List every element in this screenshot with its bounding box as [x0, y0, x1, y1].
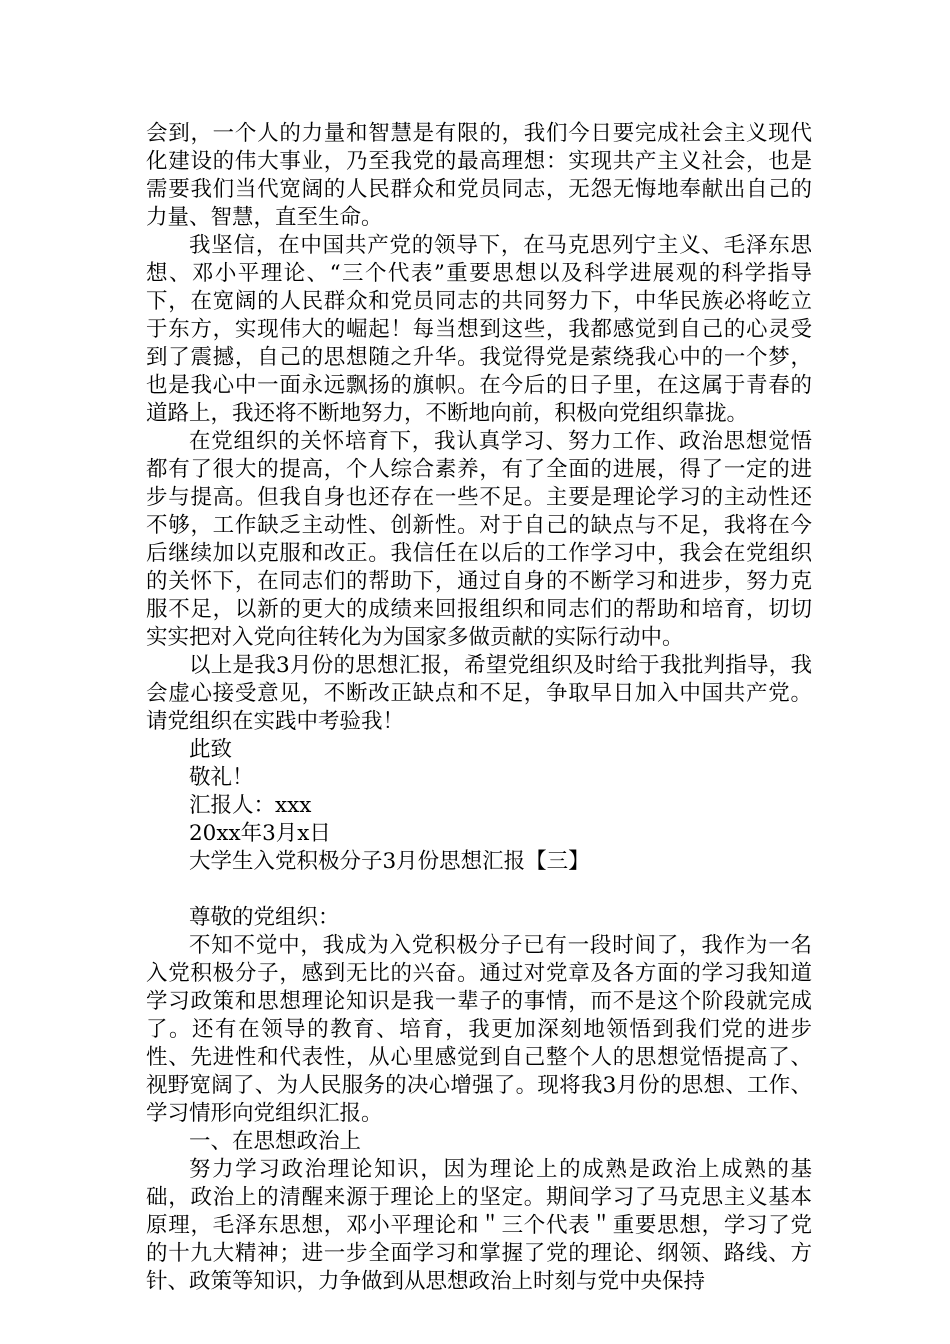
section-title: 大学生入党积极分子3月份思想汇报【三】 — [189, 849, 590, 874]
paragraph-intro: 不知不觉中，我成为入党积极分子已有一段时间了，我作为一名入党积极分子，感到无比的兴奋。通过对党章及各方面的学习我知道学习政策和思想理论知识是我一辈子的事情，而不是这个阶段就完成了。还有在领导的教育、培育，我更加深刻地领悟到我们党的进步性、先进性和代表性，从心里感觉到自己整个人的思想觉悟提高了、视野宽阔了、为人民服务的决心增强了。现将我3月份的思想、工作、学习情形向党组织汇报。 — [146, 933, 812, 1126]
paragraph-progress: 在党组织的关怀培育下，我认真学习、努力工作、政治思想觉悟都有了很大的提高，个人综合素养，有了全面的进展，得了一定的进步与提高。但我自身也还存在一些不足。主要是理论学习的主动性还不够，工作缺乏主动性、创新性。对于自己的缺点与不足，我将在今后继续加以克服和改正。我信任在以后的工作学习中，我会在党组织的关怀下，在同志们的帮助下，通过自身的不断学习和进步，努力克服不足，以新的更大的成绩来回报组织和同志们的帮助和培育，切切实实把对入党向往转化为为国家多做贡献的实际行动中。 — [146, 429, 812, 650]
document-body — [146, 120, 812, 1296]
reporter-name: 汇报人：xxx — [189, 793, 312, 818]
paragraph-conclusion: 以上是我3月份的思想汇报，希望党组织及时给于我批判指导，我会虚心接受意见，不断改正缺点和不足，争取早日加入中国共产党。请党组织在实践中考验我！ — [146, 653, 812, 734]
paragraph-belief: 我坚信，在中国共产党的领导下，在马克思列宁主义、毛泽东思想、邓小平理论、“三个代表”重要思想以及科学进展观的科学指导下，在宽阔的人民群众和党员同志的共同努力下，中华民族必将屹立于东方，实现伟大的崛起！每当想到这些，我都感觉到自己的心灵受到了震撼，自己的思想随之升华。我觉得党是萦绕我心中的一个梦，也是我心中一面永远飘扬的旗帜。在今后的日子里，在这属于青春的道路上，我还将不断地努力，不断地向前，积极向党组织靠拢。 — [146, 233, 812, 426]
closing-salutation: 此致 — [189, 737, 233, 762]
paragraph-theory-study: 努力学习政治理论知识，因为理论上的成熟是政治上成熟的基础，政治上的清醒来源于理论上的坚定。期间学习了马克思主义基本原理，毛泽东思想，邓小平理论和＂三个代表＂重要思想，学习了党的十九大精神；进一步全面学习和掌握了党的理论、纲领、路线、方针、政策等知识，力争做到从思想政治上时刻与党中央保持 — [146, 1157, 812, 1294]
subheading-politics: 一、在思想政治上 — [189, 1129, 362, 1154]
report-date: 20xx年3月x日 — [189, 821, 331, 846]
blank-line — [146, 876, 812, 904]
closing-regards: 敬礼！ — [189, 765, 254, 790]
greeting: 尊敬的党组织： — [189, 905, 340, 930]
paragraph-continuation: 会到，一个人的力量和智慧是有限的，我们今日要完成社会主义现代化建设的伟大事业，乃至我党的最高理想：实现共产主义社会，也是需要我们当代宽阔的人民群众和党员同志，无怨无悔地奉献出自己的力量、智慧，直至生命。 — [146, 121, 812, 230]
